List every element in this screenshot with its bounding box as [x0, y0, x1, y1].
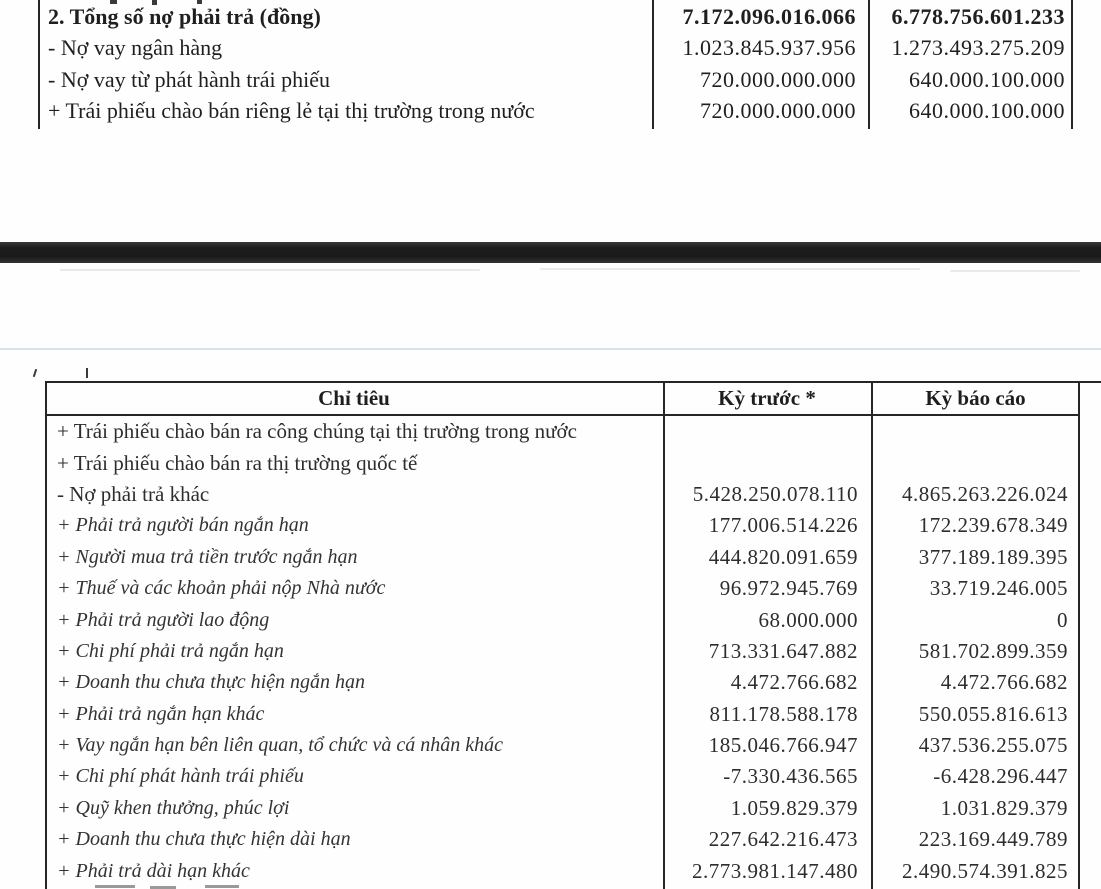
- row-value-previous: 177.006.514.226: [708, 513, 858, 538]
- table-rows: [45, 416, 1080, 887]
- column-header-reporting-period: Kỳ báo cáo: [925, 386, 1026, 410]
- table-row: [45, 604, 1080, 635]
- table-row: [38, 96, 1073, 128]
- row-value-previous: 713.331.647.882: [708, 638, 858, 663]
- row-value-reporting: 33.719.246.005: [929, 576, 1068, 601]
- scan-artifact-tick: [86, 368, 88, 378]
- row-value-reporting: 581.702.899.359: [918, 638, 1068, 663]
- row-value-reporting: 172.239.678.349: [918, 513, 1068, 538]
- row-value-previous: 5.428.250.078.110: [692, 481, 858, 506]
- row-value-previous: 720.000.000.000: [700, 98, 856, 124]
- table-row: [45, 855, 1080, 886]
- scan-artifact-streak: [950, 270, 1080, 272]
- row-label: + Thuế và các khoản phải nộp Nhà nước: [57, 577, 386, 600]
- table-row: [45, 510, 1080, 541]
- scan-artifact-streak: [540, 268, 920, 270]
- row-label: + Doanh thu chưa thực hiện ngắn hạn: [57, 671, 366, 694]
- row-label: + Chi phí phát hành trái phiếu: [57, 765, 304, 788]
- row-value-reporting: 0: [1057, 607, 1068, 632]
- row-label: - Nợ phải trả khác: [57, 481, 210, 506]
- table-header-row: [45, 383, 1080, 416]
- table-row: [45, 761, 1080, 792]
- row-label: - Nợ vay từ phát hành trái phiếu: [48, 66, 330, 92]
- table-row: [45, 824, 1080, 855]
- row-value-previous: 1.023.845.937.956: [682, 35, 856, 61]
- row-value-reporting: 223.169.449.789: [918, 827, 1068, 852]
- row-value-previous: -7.330.436.565: [723, 764, 858, 789]
- row-label: - Nợ vay ngân hàng: [48, 35, 223, 61]
- page-break-bar: [0, 242, 1101, 263]
- row-value-previous: 185.046.766.947: [708, 733, 858, 758]
- row-value-previous: 4.472.766.682: [730, 670, 858, 695]
- row-value-reporting: 4.472.766.682: [940, 670, 1068, 695]
- criteria-table: [45, 381, 1080, 889]
- row-value-reporting: 6.778.756.601.233: [891, 3, 1065, 29]
- table-row: [45, 667, 1080, 698]
- row-value-reporting: 550.055.816.613: [918, 701, 1068, 726]
- row-value-previous: 227.642.216.473: [708, 827, 858, 852]
- row-label: + Vay ngắn hạn bên liên quan, tổ chức và cá nhân khác: [57, 734, 503, 757]
- row-label: + Quỹ khen thưởng, phúc lợi: [57, 796, 290, 819]
- row-label: + Phải trả ngắn hạn khác: [57, 702, 265, 725]
- scan-artifact-bottom-remnant: [205, 885, 239, 888]
- scan-artifact-bottom-remnant: [95, 885, 135, 888]
- row-value-reporting: 377.189.189.395: [918, 544, 1068, 569]
- table-row: [45, 730, 1080, 761]
- row-value-reporting: 1.031.829.379: [940, 795, 1068, 820]
- table-row: [45, 573, 1080, 604]
- column-header-criteria: Chỉ tiêu: [318, 386, 390, 410]
- table-row: [45, 636, 1080, 667]
- row-value-previous: 2.773.981.147.480: [692, 858, 858, 883]
- row-label: + Trái phiếu chào bán ra thị trường quốc tế: [57, 450, 418, 475]
- table-row: [45, 479, 1080, 510]
- table-row: [45, 447, 1080, 478]
- scan-artifact-streak: [60, 269, 480, 271]
- row-label: + Người mua trả tiền trước ngắn hạn: [57, 545, 358, 568]
- row-label: + Phải trả người bán ngắn hạn: [57, 514, 309, 537]
- row-value-reporting: 4.865.263.226.024: [902, 481, 1068, 506]
- table-row: [38, 33, 1073, 65]
- page-edge-rule: [0, 348, 1101, 350]
- row-value-previous: 811.178.588.178: [709, 701, 858, 726]
- table-row: [45, 542, 1080, 573]
- row-value-reporting: -6.428.296.447: [933, 764, 1068, 789]
- row-label: + Trái phiếu chào bán ra công chúng tại thị trường trong nước: [57, 419, 577, 444]
- row-value-reporting: 640.000.100.000: [909, 66, 1065, 92]
- table-row: [38, 1, 1073, 33]
- row-label: 2. Tổng số nợ phải trả (đồng): [48, 3, 321, 29]
- row-value-reporting: 2.490.574.391.825: [902, 858, 1068, 883]
- row-value-reporting: 640.000.100.000: [909, 98, 1065, 124]
- row-value-previous: 96.972.945.769: [719, 576, 858, 601]
- row-label: + Chi phí phải trả ngắn hạn: [57, 639, 284, 662]
- row-value-previous: 1.059.829.379: [730, 795, 858, 820]
- row-label: + Trái phiếu chào bán riêng lẻ tại thị trường trong nước: [48, 98, 535, 124]
- table-row: [45, 793, 1080, 824]
- row-value-previous: 68.000.000: [758, 607, 858, 632]
- table-row: [38, 64, 1073, 96]
- row-value-previous: 7.172.096.016.066: [682, 3, 856, 29]
- row-value-reporting: 437.536.255.075: [918, 733, 1068, 758]
- row-label: + Phải trả dài hạn khác: [57, 859, 250, 882]
- scan-artifact-tick: [33, 369, 37, 377]
- row-value-previous: 720.000.000.000: [700, 66, 856, 92]
- column-header-previous-period: Kỳ trước *: [718, 386, 816, 410]
- table-rows: [38, 1, 1073, 127]
- table-row: [45, 699, 1080, 730]
- row-label: + Phải trả người lao động: [57, 608, 270, 631]
- liabilities-table-fragment: [38, 0, 1073, 129]
- row-value-previous: 444.820.091.659: [708, 544, 858, 569]
- row-value-reporting: 1.273.493.275.209: [891, 35, 1065, 61]
- row-label: + Doanh thu chưa thực hiện dài hạn: [57, 828, 351, 851]
- table-row: [45, 416, 1080, 447]
